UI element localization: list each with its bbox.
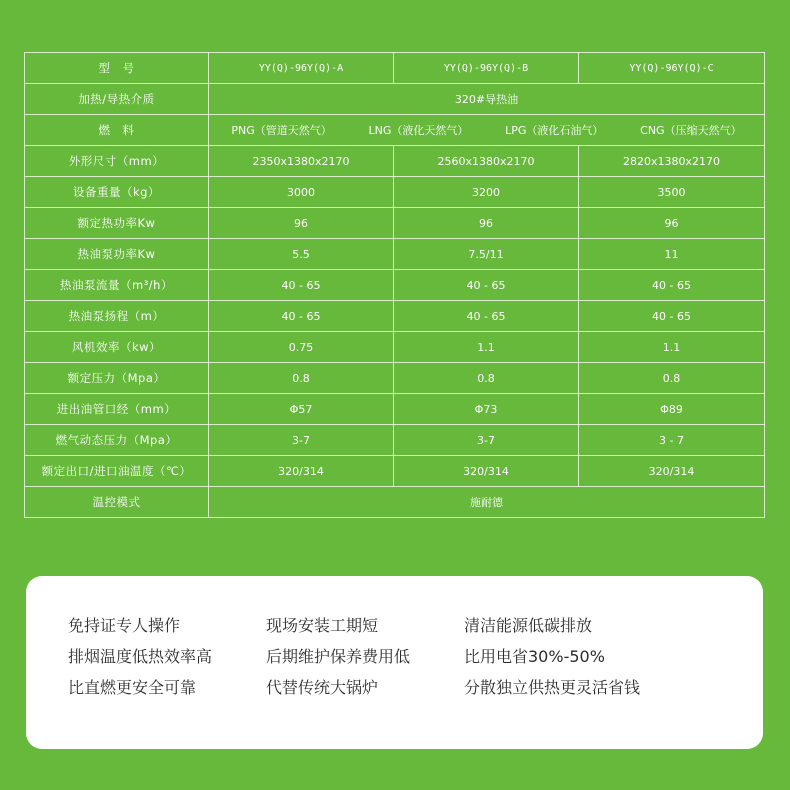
cell-b: 40 - 65 <box>394 270 579 301</box>
row-label: 热油泵流量（m³/h） <box>25 270 209 301</box>
model-c: YY(Q)-96Y(Q)-C <box>579 53 765 84</box>
table-row <box>25 394 765 425</box>
cell-b: Φ73 <box>394 394 579 425</box>
feature-item: 现场安装工期短 <box>266 616 379 635</box>
cell-a: 96 <box>209 208 394 239</box>
cell-c: 0.8 <box>579 363 765 394</box>
table-row <box>25 177 765 208</box>
feature-column-3 <box>464 610 640 703</box>
feature-item: 排烟温度低热效率高 <box>68 647 213 666</box>
row-label: 设备重量（kg） <box>25 177 209 208</box>
cell-a: 40 - 65 <box>209 270 394 301</box>
cell-c: 3 - 7 <box>579 425 765 456</box>
feature-item: 比用电省30%-50% <box>464 647 605 666</box>
table-row-control <box>25 487 765 518</box>
cell-b: 2560x1380x2170 <box>394 146 579 177</box>
cell-c: Φ89 <box>579 394 765 425</box>
row-label: 额定压力（Mpa） <box>25 363 209 394</box>
table-row <box>25 332 765 363</box>
row-label: 外形尺寸（mm） <box>25 146 209 177</box>
table-row <box>25 146 765 177</box>
table-row <box>25 239 765 270</box>
model-b: YY(Q)-96Y(Q)-B <box>394 53 579 84</box>
row-label-control: 温控模式 <box>25 487 209 518</box>
feature-column-2 <box>266 610 410 703</box>
cell-b: 3-7 <box>394 425 579 456</box>
cell-a: 40 - 65 <box>209 301 394 332</box>
row-label: 风机效率（kw） <box>25 332 209 363</box>
features-card <box>26 576 763 749</box>
cell-c: 3500 <box>579 177 765 208</box>
cell-b: 0.8 <box>394 363 579 394</box>
feature-item: 免持证专人操作 <box>68 616 181 635</box>
table-row <box>25 425 765 456</box>
row-label: 进出油管口经（mm） <box>25 394 209 425</box>
table-row <box>25 208 765 239</box>
cell-b: 96 <box>394 208 579 239</box>
fuel-lpg: LPG（液化石油气） <box>505 123 604 137</box>
fuel-cng: CNG（压缩天然气） <box>640 123 742 137</box>
row-label: 额定出口/进口油温度（℃） <box>25 456 209 487</box>
fuel-png: PNG（管道天然气） <box>231 123 332 137</box>
feature-item: 清洁能源低碳排放 <box>464 616 593 635</box>
row-label: 热油泵扬程（m） <box>25 301 209 332</box>
cell-a: 3000 <box>209 177 394 208</box>
fuel-list <box>213 124 760 137</box>
row-label: 额定热功率Kw <box>25 208 209 239</box>
feature-item: 比直燃更安全可靠 <box>68 678 197 697</box>
fuel-cell <box>209 115 765 146</box>
row-label-fuel: 燃 料 <box>25 115 209 146</box>
cell-a: Φ57 <box>209 394 394 425</box>
table-row-medium <box>25 84 765 115</box>
table-row <box>25 456 765 487</box>
row-label: 热油泵功率Kw <box>25 239 209 270</box>
spec-table <box>24 52 765 518</box>
cell-b: 7.5/11 <box>394 239 579 270</box>
cell-c: 40 - 65 <box>579 301 765 332</box>
cell-a: 3-7 <box>209 425 394 456</box>
cell-a: 2350x1380x2170 <box>209 146 394 177</box>
cell-b: 40 - 65 <box>394 301 579 332</box>
table-row-fuel <box>25 115 765 146</box>
cell-b: 1.1 <box>394 332 579 363</box>
fuel-lng: LNG（液化天然气） <box>368 123 469 137</box>
medium-value: 320#导热油 <box>209 84 765 115</box>
row-label: 燃气动态压力（Mpa） <box>25 425 209 456</box>
control-value: 施耐德 <box>209 487 765 518</box>
feature-item: 分散独立供热更灵活省钱 <box>464 678 641 697</box>
cell-c: 1.1 <box>579 332 765 363</box>
cell-b: 320/314 <box>394 456 579 487</box>
cell-a: 0.8 <box>209 363 394 394</box>
table-row <box>25 270 765 301</box>
feature-item: 后期维护保养费用低 <box>266 647 411 666</box>
table-row <box>25 363 765 394</box>
table-row <box>25 301 765 332</box>
row-label-medium: 加热/导热介质 <box>25 84 209 115</box>
row-label-model: 型 号 <box>25 53 209 84</box>
cell-a: 320/314 <box>209 456 394 487</box>
cell-a: 5.5 <box>209 239 394 270</box>
cell-c: 2820x1380x2170 <box>579 146 765 177</box>
table-row-model <box>25 53 765 84</box>
feature-item: 代替传统大锅炉 <box>266 678 379 697</box>
cell-b: 3200 <box>394 177 579 208</box>
cell-c: 40 - 65 <box>579 270 765 301</box>
cell-c: 96 <box>579 208 765 239</box>
model-a: YY(Q)-96Y(Q)-A <box>209 53 394 84</box>
cell-c: 320/314 <box>579 456 765 487</box>
cell-c: 11 <box>579 239 765 270</box>
feature-column-1 <box>68 610 212 703</box>
cell-a: 0.75 <box>209 332 394 363</box>
